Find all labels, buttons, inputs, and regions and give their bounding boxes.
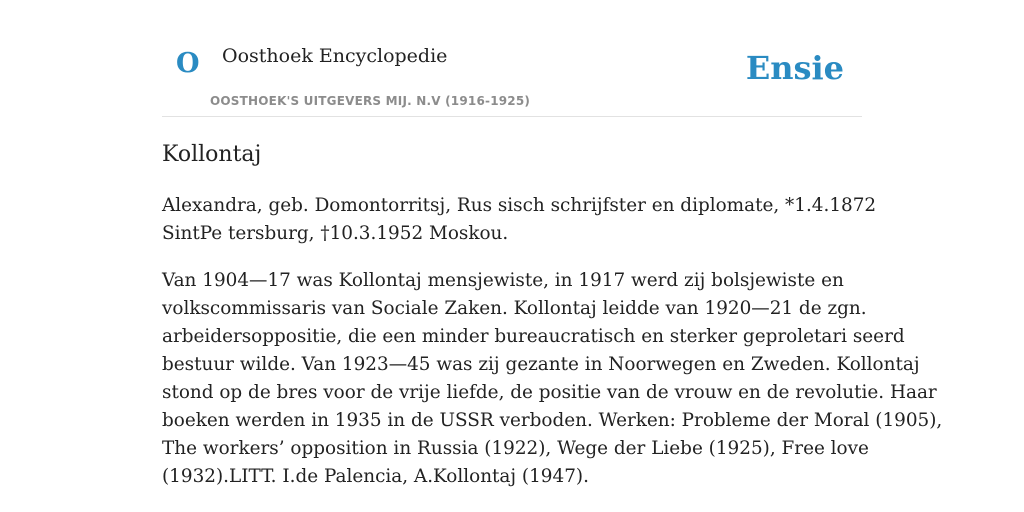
article-title: Kollontaj (162, 142, 262, 167)
paragraph-line: Van 1904—17 was Kollontaj mensjewiste, in 1917 werd zij bolsjewiste en (162, 270, 844, 291)
paragraph-line: The workers’ opposition in Russia (1922), Wege der Liebe (1925), Free love (162, 438, 869, 459)
paragraph-line: stond op de bres voor de vrije liefde, de positie van de vrouw en de revolutie. Haar (162, 382, 937, 403)
ensie-logo[interactable]: Ensie (745, 49, 844, 87)
paragraph-line: arbeidersoppositie, die een minder bureaucratisch en sterker geproletari seerd (162, 326, 905, 347)
article-paragraph-2 (162, 267, 943, 491)
article (162, 138, 943, 491)
paragraph-line: (1932).LITT. I.de Palencia, A.Kollontaj (1947). (162, 466, 589, 487)
paragraph-line: bestuur wilde. Van 1923—45 was zij gezante in Noorwegen en Zweden. Kollontaj (162, 354, 920, 375)
oosthoek-logo-icon[interactable]: O (176, 48, 200, 79)
paragraph-line: SintPe tersburg, †​10.3.1952 Moskou. (162, 223, 509, 244)
paragraph-line: volkscommissaris van Sociale Zaken. Kollontaj leidde van 1920—21 de zgn. (162, 298, 867, 319)
paragraph-line: Alexandra, geb. Domontorritsj, Rus sisch schrijfster en diplomate, *1.4.1872 (162, 195, 877, 216)
site-header (162, 0, 862, 117)
article-paragraph-1 (162, 192, 877, 248)
paragraph-line: boeken werden in 1935 in de USSR verboden. Werken: Probleme der Moral (1905), (162, 410, 943, 431)
publication-title[interactable]: Oosthoek Encyclopedie (222, 45, 448, 67)
publisher-line: OOSTHOEK'S UITGEVERS MIJ. N.V (1916-1925) (210, 94, 531, 108)
